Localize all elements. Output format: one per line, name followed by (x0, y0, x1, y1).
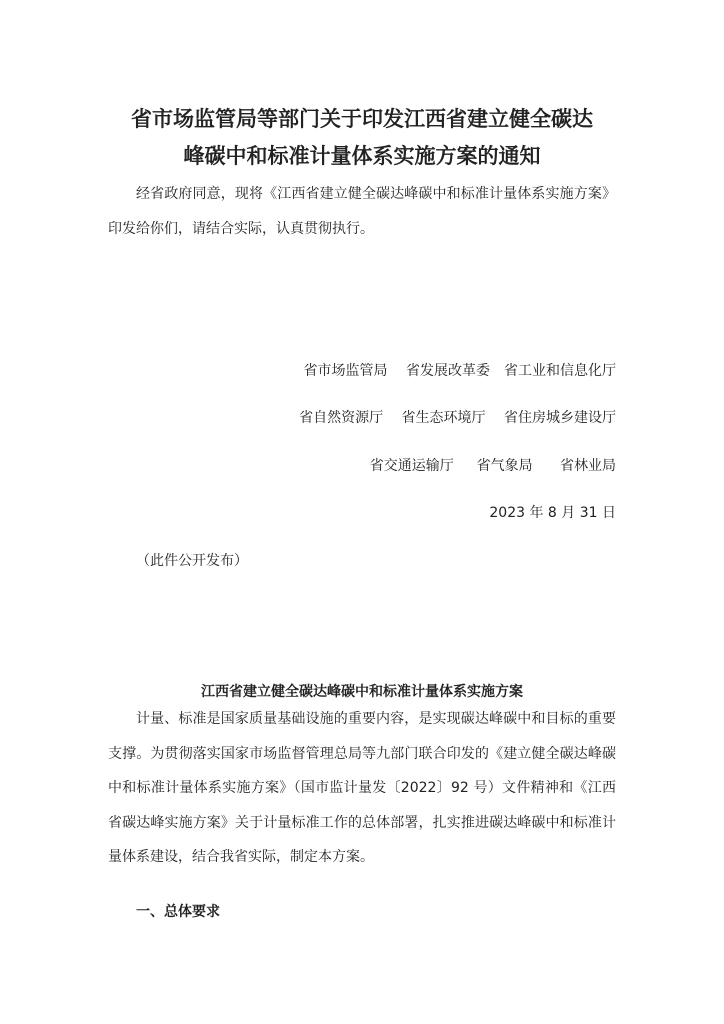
plan-title: 江西省建立健全碳达峰碳中和标准计量体系实施方案 (201, 684, 523, 700)
signatory-line-1: 省市场监管局 省发展改革委 省工业和信息化厅 (303, 363, 616, 379)
plan-intro-paragraph: 计量、标准是国家质量基础设施的重要内容，是实现碳达峰碳中和目标的重要支撑。为贯彻落实国家市场监督管理总局等九部门联合印发的《建立健全碳达峰碳中和标准计量体系实施方案》（国市监计量发〔2022〕92 号）文件精神和《江西省碳达峰实施方案》关于计量标准工作的总体部署，扎实推进碳达峰碳中和标准计量体系建设，结合我省实际，制定本方案。 (108, 711, 616, 865)
section-heading-general-requirements: 一、总体要求 (136, 904, 220, 920)
notice-title-line-2: 峰碳中和标准计量体系实施方案的通知 (183, 144, 541, 168)
notice-intro-paragraph: 经省政府同意，现将《江西省建立健全碳达峰碳中和标准计量体系实施方案》印发给你们，请结合实际，认真贯彻执行。 (108, 186, 616, 237)
signatory-line-3: 省交通运输厅 省气象局 省林业局 (369, 458, 616, 474)
signatory-line-2: 省自然资源厅 省生态环境厅 省住房城乡建设厅 (299, 410, 616, 426)
issue-date: 2023 年 8 月 31 日 (489, 505, 616, 521)
publication-note: （此件公开发布） (136, 553, 248, 569)
notice-title-line-1: 省市场监管局等部门关于印发江西省建立健全碳达 (131, 107, 593, 131)
